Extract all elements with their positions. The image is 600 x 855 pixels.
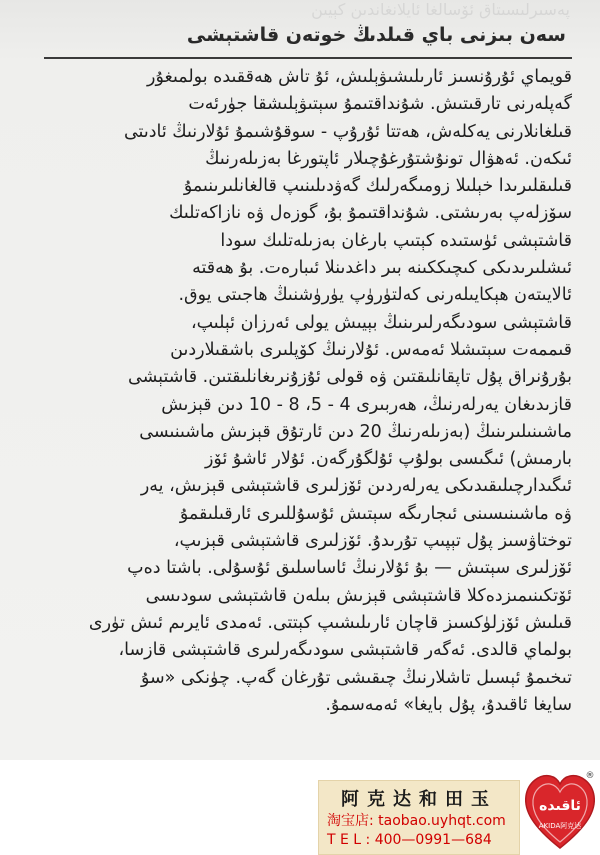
text-line: ۋە ماشىنىسىنى ئىجارىگە سېتىش ئۇسۇللىرى ئارقىلىقمۇ [179,503,572,524]
text-line: ماشىنىلىرىنىڭ (بەزىلەرنىڭ 20 دىن ئارتۇق قېزىش ماشىنىسى [139,421,572,442]
text-line: ئىكەن. ئەھۋال تونۇشتۇرغۇچىلار ئاپتورغا بەزىلەرنىڭ [205,148,572,169]
text-line: قازىدىغان يەرلەرنىڭ، ھەربىرى 4 - 5، 8 - 10 دىن قېزىش [161,394,572,415]
title-underline [44,57,572,59]
ad-taobao-link: 淘宝店: taobao.uyhqt.com [327,813,506,829]
text-line: بارمىش) ئىگىسى بولۇپ ئۇلگۇرگەن. ئۇلار ئاشۇ ئۆز [204,449,572,470]
text-line: توختاۋسىز پۇل تېپىپ تۇرىدۇ. ئۆزلىرى قاشتېشى قېزىپ، [173,531,572,552]
registered-mark: ® [585,771,595,781]
ad-phone: T E L : 400—0991—684 [327,832,492,848]
faint-bleed-through-header: پەسىرلىسىتاق ئۆسالغا ئايلانغاندىن كېيىن [311,0,570,19]
akida-logo [522,768,598,852]
ad-banner [318,780,520,855]
text-line: بولماي قالدى. ئەگەر قاشتېشى سودىگەرلىرى قاشتېشى قازسا، [118,640,572,661]
page-title: سەن بىزنى باي قىلدىڭ خوتەن قاشتېشى [186,24,566,46]
text-line: قىلغانلارنى يەكلەش، ھەتتا ئۇرۇپ - سوقۇشىمۇ ئۇلارنىڭ ئادىتى [123,121,572,142]
text-line: قويماي ئۇرۇنسىز ئارىلىشىۋېلىش، ئۇ تاش ھەققىدە بولمىغۇر [147,67,572,87]
text-line: بۇرۇنراق پۇل تاپقانلىقتىن ۋە قولى ئۇزۇنرىغانلىقتىن. قاشتېشى [127,367,572,388]
text-line: ئالايىتەن ھېكايىلەرنى كەلتۈرۈپ يۈرۈشنىڭ ھاجىتى يوق. [178,285,572,306]
text-line: قاشتېشى ئۈستىدە كېتىپ بارغان بەزىلەتلىك سودا [220,230,572,251]
ad-shop-name: 阿克达和田玉 [341,789,497,810]
text-line: سۆزلەپ بەرىشتى. شۇنداقتىمۇ بۇ، گوزەل ۋە نازاكەتلىك [169,203,572,224]
text-line: قاشتېشى سودىگەرلىرىنىڭ بېيىش يولى ئەرزان ئېلىپ، [190,312,572,333]
text-line: ئۆزلىرى سېتىش — بۇ ئۇلارنىڭ ئاساسلىق ئۇسۇلى. باشتا دەپ [127,558,572,579]
logo-sub: AKIDA阿克达 [538,822,582,830]
text-line: قىلىقلىرىدا خېلىلا زومىگەرلىك گەۋدىلىنىپ قالغانلىرىنىمۇ [183,176,572,197]
text-line: قىلىش ئۆزلۈكسىز قاچان ئارىلىشىپ كېتتى. ئەمدى ئايرىم ئىش تۈرى [88,612,572,633]
body-text [40,64,572,756]
text-line: ئۆتكىنىمىزدەكلا قاشتېشى قېزىش بىلەن قاشتېشى سودىسى [145,585,572,606]
logo-text: ئاقىدە [539,798,581,814]
text-line: سايغا ئاقىدۇ، پۇل بايغا» ئەمەسمۇ. [325,694,572,715]
text-line: ئىشلىرىدىكى كىچىككىنە بىر داغدىنلا ئىبارەت. بۇ ھەقتە [192,258,572,279]
text-line: گەپلەرنى تارقىتىش. شۇنداقتىمۇ سېتىۋېلىشقا جۈرئەت [188,94,572,115]
text-line: تىخىمۇ ئېسىل تاشلارنىڭ چىقىشى تۇرغان گەپ. چۈنكى «سۇ [140,667,572,688]
text-line: ئىگىدارچىلىقىدىكى يەرلەردىن ئۆزلىرى قاشتېشى قېزىش، يەر [140,476,572,497]
text-line: قىممەت سېتىشلا ئەمەس. ئۇلارنىڭ كۆپلىرى باشقىلاردىن [170,339,572,360]
